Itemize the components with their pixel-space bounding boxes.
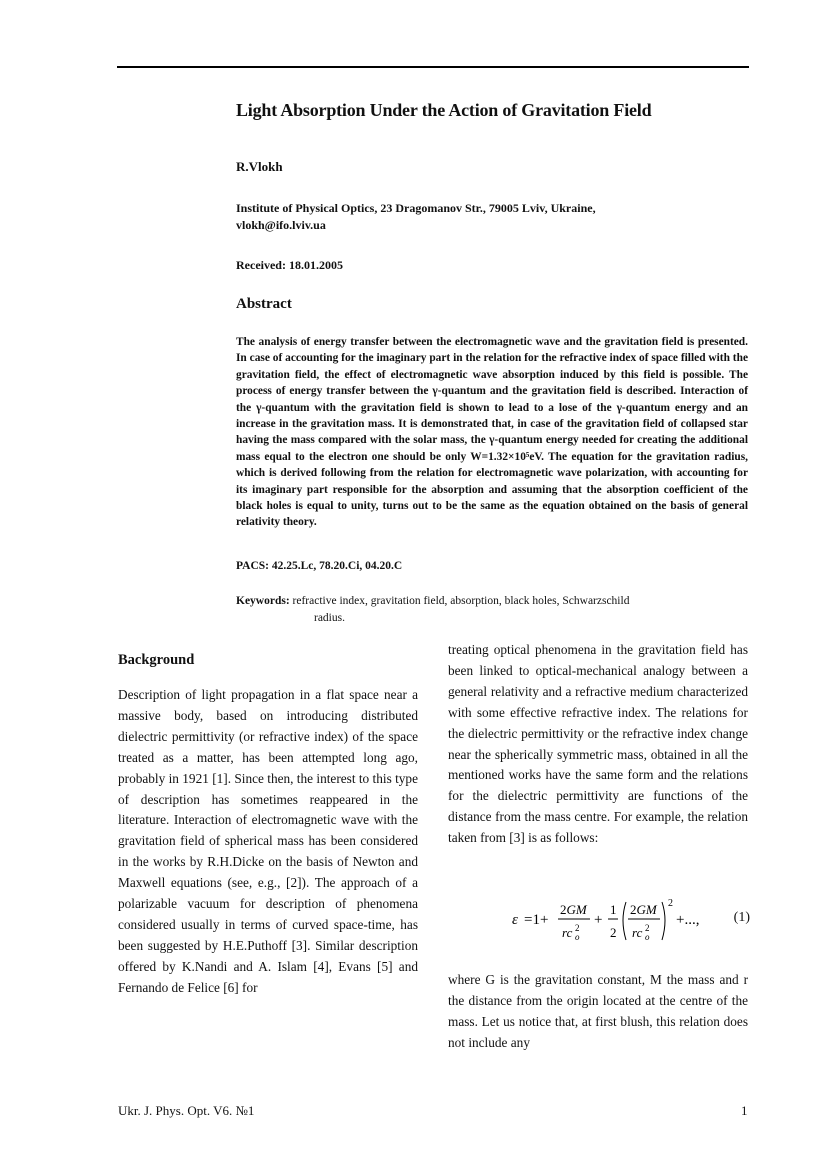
page-number: 1 [741,1103,748,1118]
svg-text:=1+: =1+ [524,912,549,928]
svg-text:2: 2 [668,898,673,909]
keywords [236,593,748,626]
right-column-text-2: where G is the gravitation constant, M the mass and r the distance from the origin located at the centre of the mass. Let us notice that, at first blush, this relation does not include any [448,972,748,1050]
equation-1 [510,898,750,958]
equation-number: (1) [733,910,750,925]
svg-text:2GM: 2GM [560,902,587,917]
right-column-text: treating optical phenomena in the gravitation field has been linked to optical-mechanical analogy between a general relativity and a refractive medium characterized with some effective refractive index. The relations for the dielectric permittivity or the refractive index change near the spherically symmetric mass, obtained in all the mentioned works have the same form and the relations for the dielectric permittivity are functions of the distance from the mass centre. For example, the relation taken from [3] is as follows: [448,642,748,846]
keywords-label: Keywords: [236,595,290,607]
left-column-text: Description of light propagation in a flat space near a massive body, based on introducing distributed dielectric permittivity (or refractive index) of the space treated as a matter, has been attempted long ago, probably in 1921 [1]. Since then, the interest to this type of description has sometimes reappeared in the literature. Interaction of electromagnetic wave with the gravitation field of spherical mass has been considered in the works by R.H.Dicke on the basis of Newton and Maxwell equations (see, e.g., [2]). The approach of a polarizable vacuum for description of phenomena considered usually in terms of curved space-time, has been suggested by H.E.Puthoff [3]. Similar description offered by K.Nandi and A. Islam [4], Evans [5] and Fernando de Felice [6] for [118,687,418,995]
keywords-text: refractive index, gravitation field, absorption, black holes, Schwarzschild [292,595,630,607]
svg-text:1: 1 [610,902,617,917]
received-date: Received: 18.01.2005 [236,258,343,272]
pacs: PACS: 42.25.Lc, 78.20.Ci, 04.20.C [236,560,403,572]
header-rule [117,66,749,68]
author: R.Vlokh [236,159,283,174]
svg-text:2GM: 2GM [630,902,657,917]
svg-text:o: o [575,932,580,942]
svg-text:2: 2 [645,923,650,933]
affiliation [236,200,696,234]
svg-text:2: 2 [610,925,617,940]
equation-formula [510,898,710,958]
section-heading: Background [118,652,195,668]
paper-title: Light Absorption Under the Action of Gravitation Field [236,100,652,120]
svg-text:o: o [645,932,650,942]
email: vlokh@ifo.lviv.ua [236,218,326,232]
abstract-heading: Abstract [236,296,292,312]
journal-footer: Ukr. J. Phys. Opt. V6. №1 [118,1103,255,1118]
svg-text:2: 2 [575,923,580,933]
svg-text:+...,: +..., [676,912,700,928]
svg-text:rc: rc [562,925,573,940]
svg-text:rc: rc [632,925,643,940]
svg-text:+: + [594,912,603,928]
affiliation-line: Institute of Physical Optics, 23 Dragomanov Str., 79005 Lviv, Ukraine, [236,201,596,215]
keywords-text-cont: radius. [314,611,345,624]
abstract-text: The analysis of energy transfer between the electromagnetic wave and the gravitation field is presented. In case of accounting for the imaginary part in the relation for the refractive index of space filled with the gravitation field, the effect of electromagnetic wave absorption induced by this field is possible. The process of energy transfer between the γ-quantum and the gravitation field is described. Interaction of the γ-quantum with the gravitation field is shown to lead to a lose of the γ-quantum energy and an increase in the gravitation mass. It is demonstrated that, in case of the gravitation field of collapsed star having the mass compared with the solar mass, the γ-quantum energy needed for creating the additional mass equal to the electron one should be only W=1.32×10⁵eV. The equation for the gravitation radius, which is derived following from the relation for electromagnetic wave polarization, with accounting for its imaginary part responsible for the absorption and assuming that the absorption coefficient of the black holes is equal to unity, turns out to be the same as the equation obtained on the basis of general relativity theory. [236,336,748,529]
svg-text:ε: ε [512,912,518,928]
